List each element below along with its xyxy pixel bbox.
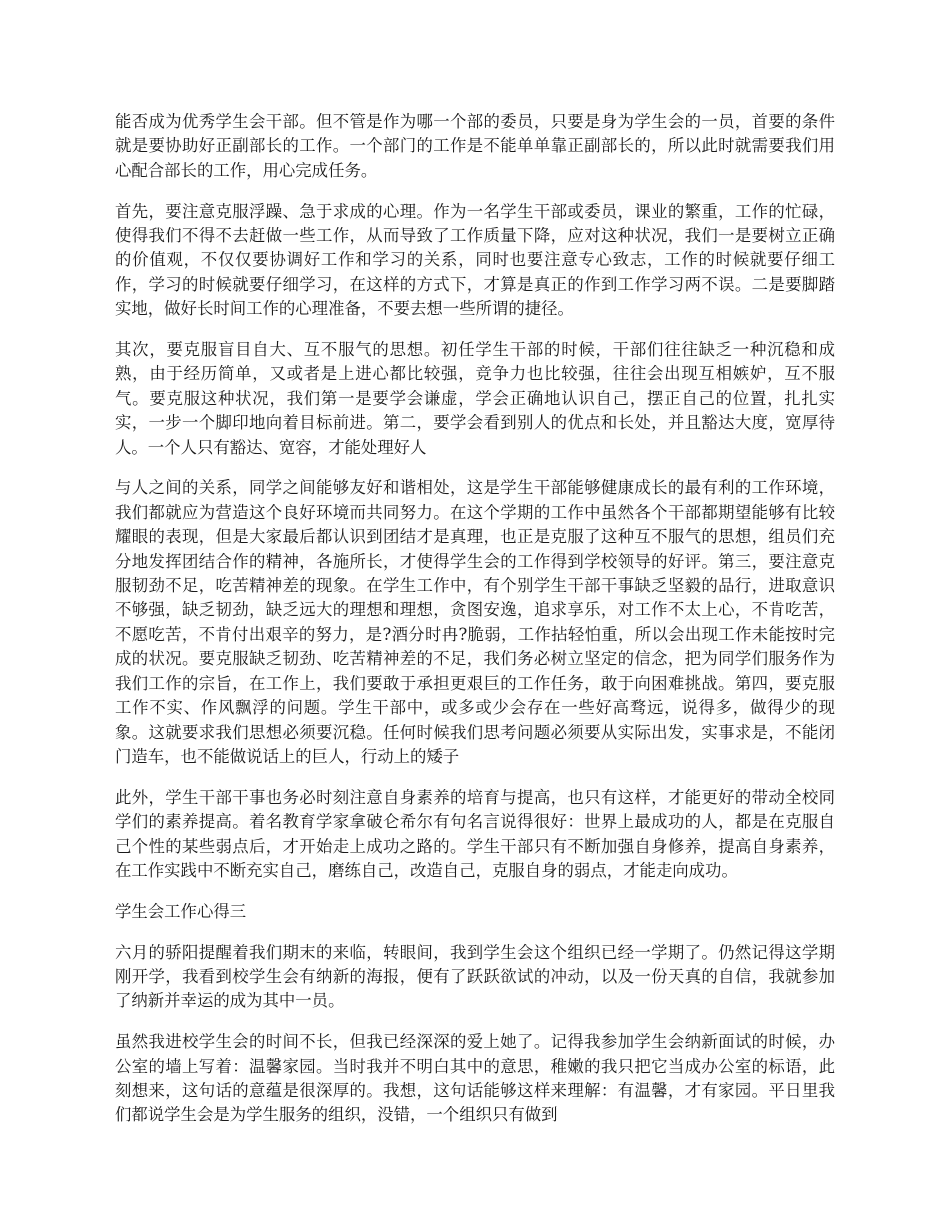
paragraph: 与人之间的关系，同学之间能够友好和谐相处，这是学生干部能够健康成长的最有利的工作环境，我们都就应为营造这个良好环境而共同努力。在这个学期的工作中虽然各个干部都期望能够有比较耀眼的表现，但是大家最后都认识到团结才是真理，也正是克服了这种互不服气的思想，组员们充分地发挥团结合作的精神，各施所长，才使得学生会的工作得到学校领导的好评。第三，要注意克服韧劲不足，吃苦精神差的现象。在学生工作中，有个别学生干部干事缺乏坚毅的品行，进取意识不够强，缺乏韧劲，缺乏远大的理想和理想，贪图安逸，追求享乐，对工作不太上心，不肯吃苦，不愿吃苦，不肯付出艰辛的努力，是?酒分时冉?脆弱，工作拈轻怕重，所以会出现工作未能按时完成的状况。要克服缺乏韧劲、吃苦精神差的不足，我们务必树立坚定的信念，把为同学们服务作为我们工作的宗旨，在工作上，我们要敢于承担更艰巨的工作任务，敢于向困难挑战。第四，要克服工作不实、作风飘浮的问题。学生干部中，或多或少会存在一些好高骛远，说得多，做得少的现象。这就要求我们思想必须要沉稳。任何时候我们思考问题必须要从实际出发，实事求是，不能闭门造车，也不能做说话上的巨人，行动上的矮子 bbox=[115, 478, 835, 766]
section-heading: 学生会工作心得三 bbox=[115, 901, 247, 921]
paragraph: 其次，要克服盲目自大、互不服气的思想。初任学生干部的时候，干部们往往缺乏一种沉稳和成熟，由于经历简单，又或者是上进心都比较强，竞争力也比较强，往往会出现互相嫉妒，互不服气。要克服这种状况，我们第一是要学会谦虚，学会正确地认识自己，摆正自己的位置，扎扎实实，一步一个脚印地向着目标前进。第二，要学会看到别人的优点和长处，并且豁达大度，宽厚待人。一个人只有豁达、宽容，才能处理好人 bbox=[115, 340, 835, 457]
paragraph: 首先，要注意克服浮躁、急于求成的心理。作为一名学生干部或委员，课业的繁重，工作的忙碌，使得我们不得不去赶做一些工作，从而导致了工作质量下降，应对这种状况，我们一是要树立正确的价值观，不仅仅要协调好工作和学习的关系，同时也要注意专心致志，工作的时候就要仔细工作，学习的时候就要仔细学习，在这样的方式下，才算是真正的作到工作学习两不误。二是要脚踏实地，做好长时间工作的心理准备，不要去想一些所谓的捷径。 bbox=[115, 201, 835, 319]
document-page bbox=[115, 110, 835, 1144]
paragraph: 六月的骄阳提醒着我们期末的来临，转眼间，我到学生会这个组织已经一学期了。仍然记得这学期刚开学，我看到校学生会有纳新的海报，便有了跃跃欲试的冲动，以及一份天真的自信，我就参加了纳新并幸运的成为其中一员。 bbox=[115, 942, 835, 1011]
paragraph: 能否成为优秀学生会干部。但不管是作为哪一个部的委员，只要是身为学生会的一员，首要的条件就是要协助好正副部长的工作。一个部门的工作是不能单单靠正副部长的，所以此时就需要我们用心配合部长的工作，用心完成任务。 bbox=[115, 112, 835, 180]
paragraph: 虽然我进校学生会的时间不长，但我已经深深的爱上她了。记得我参加学生会纳新面试的时候，办公室的墙上写着：温馨家园。当时我并不明白其中的意思，稚嫩的我只把它当成办公室的标语，此刻想来，这句话的意蕴是很深厚的。我想，这句话能够这样来理解：有温馨，才有家园。平日里我们都说学生会是为学生服务的组织，没错，一个组织只有做到 bbox=[115, 1032, 835, 1125]
paragraph: 此外，学生干部干事也务必时刻注意自身素养的培育与提高，也只有这样，才能更好的带动全校同学们的素养提高。着名教育学家拿破仑希尔有句名言说得很好：世界上最成功的人，都是在克服自己个性的某些弱点后，才开始走上成功之路的。学生干部只有不断加强自身修养，提高自身素养，在工作实践中不断充实自己，磨练自己，改造自己，克服自身的弱点，才能走向成功。 bbox=[115, 787, 835, 880]
